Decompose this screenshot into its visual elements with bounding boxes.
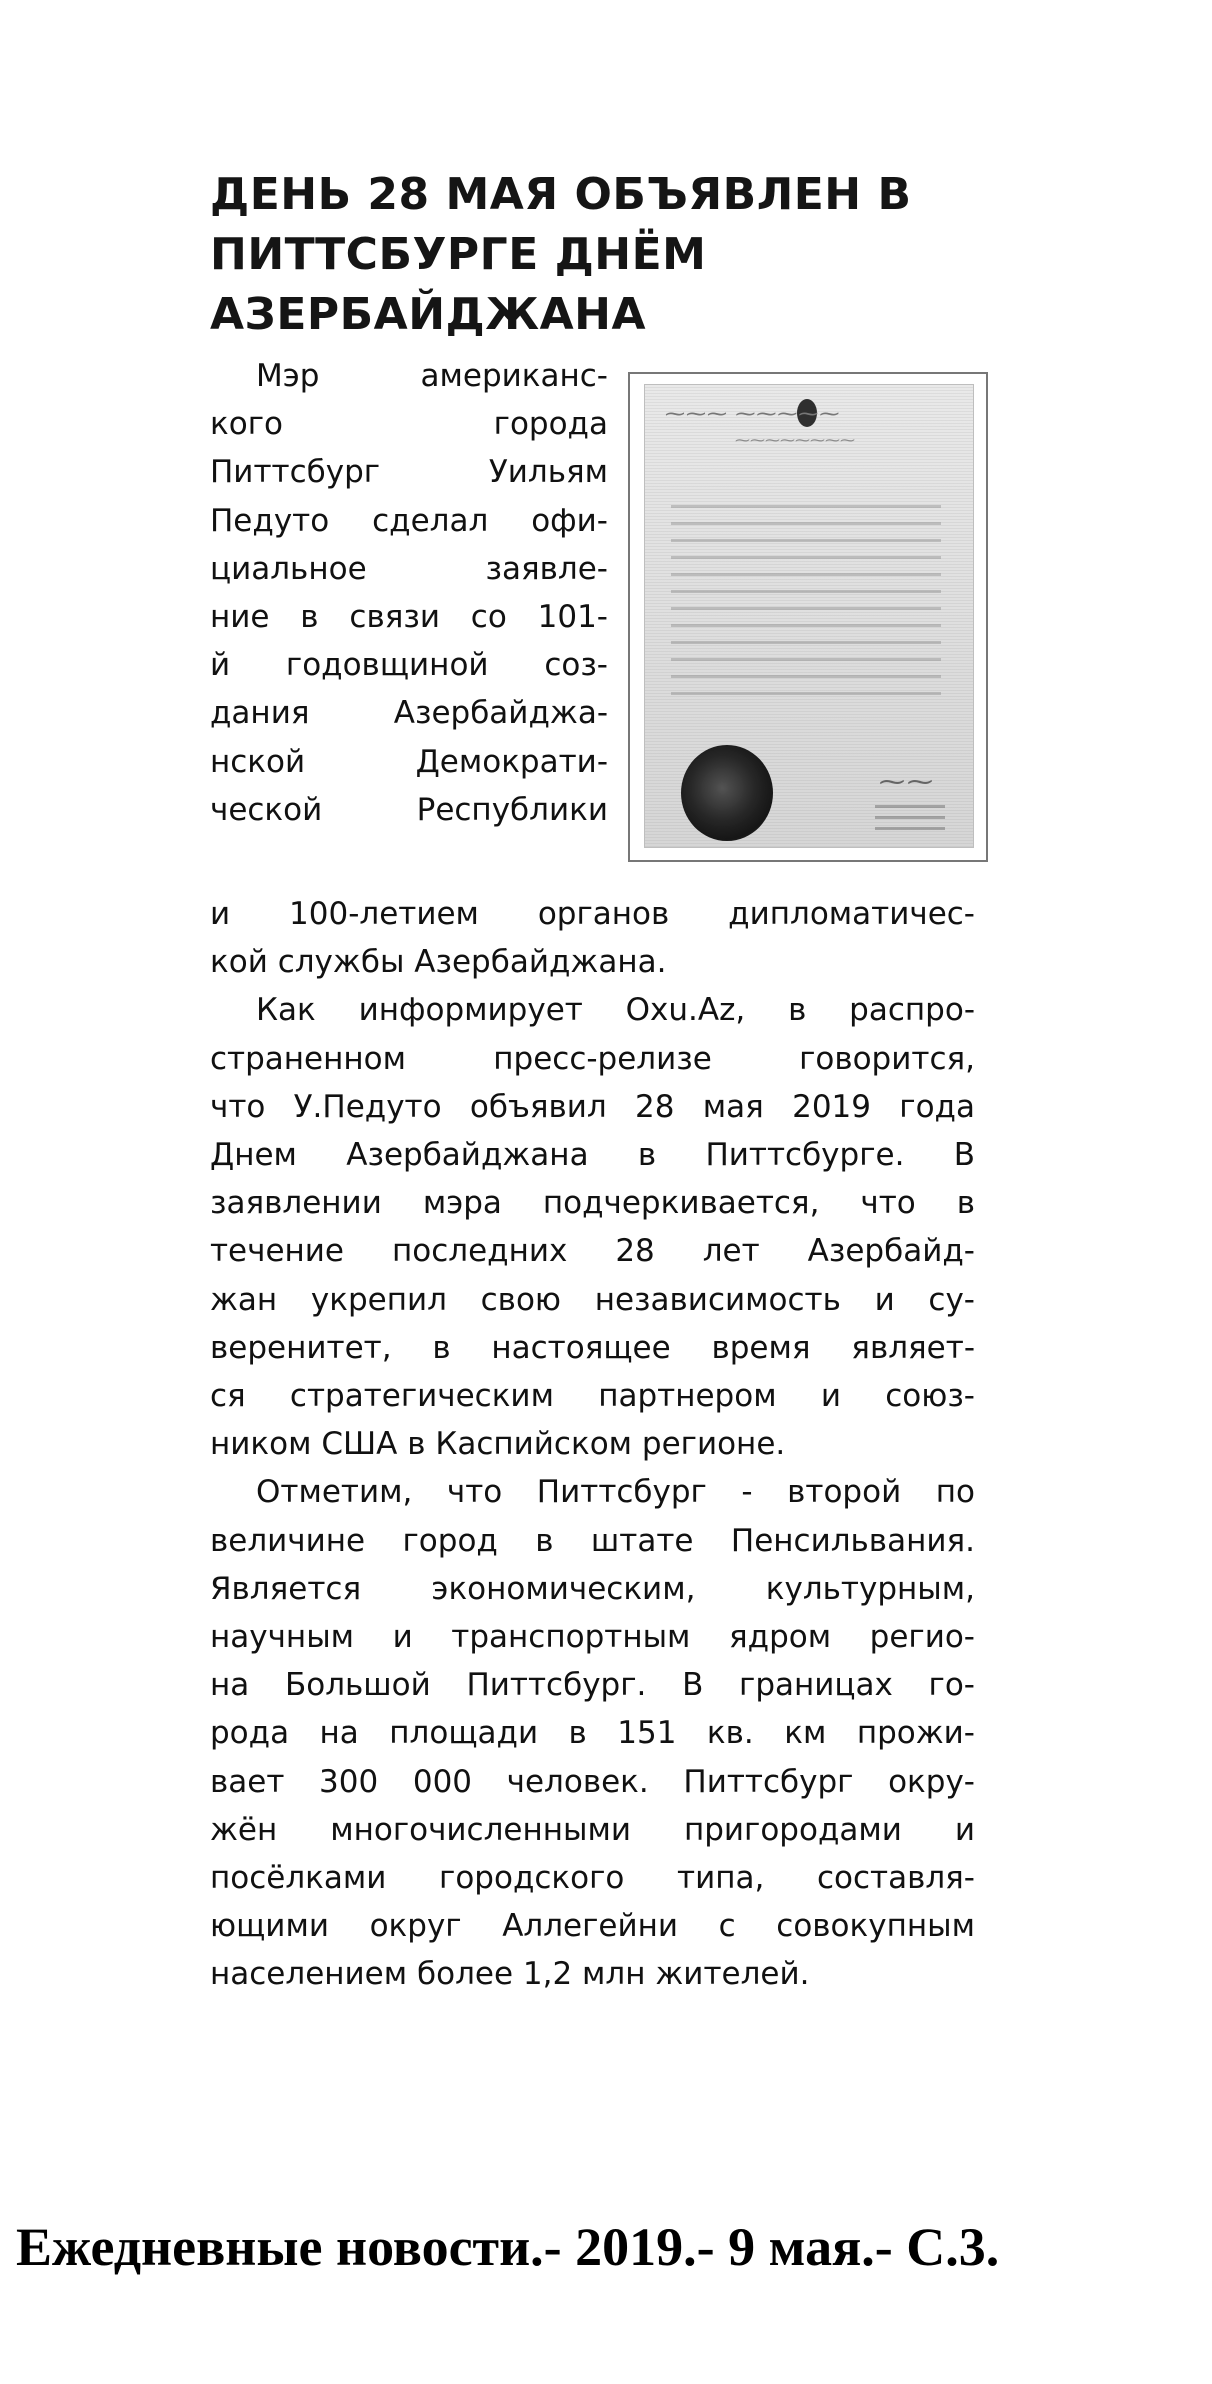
article-headline [210,165,970,345]
body-line: ние в связи со 101- [210,599,608,636]
body-line: научным и транспортным ядром регио- [210,1619,975,1656]
body-line: дания Азербайджа- [210,695,608,732]
body-line: величине город в штате Пенсильвания. [210,1522,975,1559]
body-line: кой службы Азербайджана. [210,944,667,981]
body-line: что У.Педуто объявил 28 мая 2019 года [210,1088,975,1125]
source-citation: Ежедневные новости.- 2019.- 9 мая.- С.3. [16,2217,1000,2277]
photo-subheading: ⁓⁓⁓⁓⁓⁓⁓⁓ [735,431,855,449]
body-line: жан укрепил свою независимость и су- [210,1281,975,1318]
photo-text-lines [671,505,941,709]
body-line: Является экономическим, культурным, [210,1570,975,1607]
body-line: кого города [210,406,608,443]
body-line: ником США в Каспийском регионе. [210,1426,786,1463]
photo-signature-lines [875,805,945,838]
body-line: течение последних 28 лет Азербайд- [210,1233,975,1270]
article-body-wide-column [210,890,975,1999]
article-body-narrow-column [210,352,608,834]
body-line: страненном пресс-релизе говорится, [210,1040,975,1077]
body-line: Днем Азербайджана в Питтсбурге. В [210,1137,975,1174]
body-line: Отметим, что Питтсбург - второй по [256,1474,975,1511]
body-line: населением более 1,2 млн жителей. [210,1956,810,1993]
document-photo-icon [644,384,974,848]
body-line: ся стратегическим партнером и союз- [210,1378,975,1415]
headline-line: АЗЕРБАЙДЖАНА [210,289,647,340]
body-line: ческой Республики [210,791,608,828]
body-line: й годовщиной соз- [210,647,608,684]
photo-letterhead: ⁓⁓⁓ ⁓⁓⁓⁓⁓ [665,401,841,425]
body-line: рода на площади в 151 кв. км прожи- [210,1715,975,1752]
seal-icon [681,745,773,841]
body-line: на Большой Питтсбург. В границах го- [210,1667,975,1704]
body-line: заявлении мэра подчеркивается, что в [210,1185,975,1222]
body-line: посёлками городского типа, составля- [210,1860,975,1897]
headline-line: ДЕНЬ 28 МАЯ ОБЪЯВЛЕН В [210,169,912,220]
body-line: жён многочисленными пригородами и [210,1811,975,1848]
body-line: веренитет, в настоящее время являет- [210,1329,975,1366]
proclamation-photo [628,372,988,862]
body-line: Педуто сделал офи- [210,502,608,539]
headline-line: ПИТТСБУРГЕ ДНЁМ [210,229,707,280]
signature-mark: ⁓⁓ [879,767,935,797]
body-line: Питтсбург Уильям [210,454,608,491]
body-line: и 100-летием органов дипломатичес- [210,896,975,932]
body-line: циальное заявле- [210,550,608,587]
body-line: Мэр американс- [256,358,608,394]
body-line: нской Демократи- [210,743,608,780]
body-line: вает 300 000 человек. Питтсбург окру- [210,1763,975,1800]
body-line: Как информирует Oxu.Az, в распро- [256,992,975,1029]
body-line: ющими округ Аллегейни с совокупным [210,1908,975,1945]
